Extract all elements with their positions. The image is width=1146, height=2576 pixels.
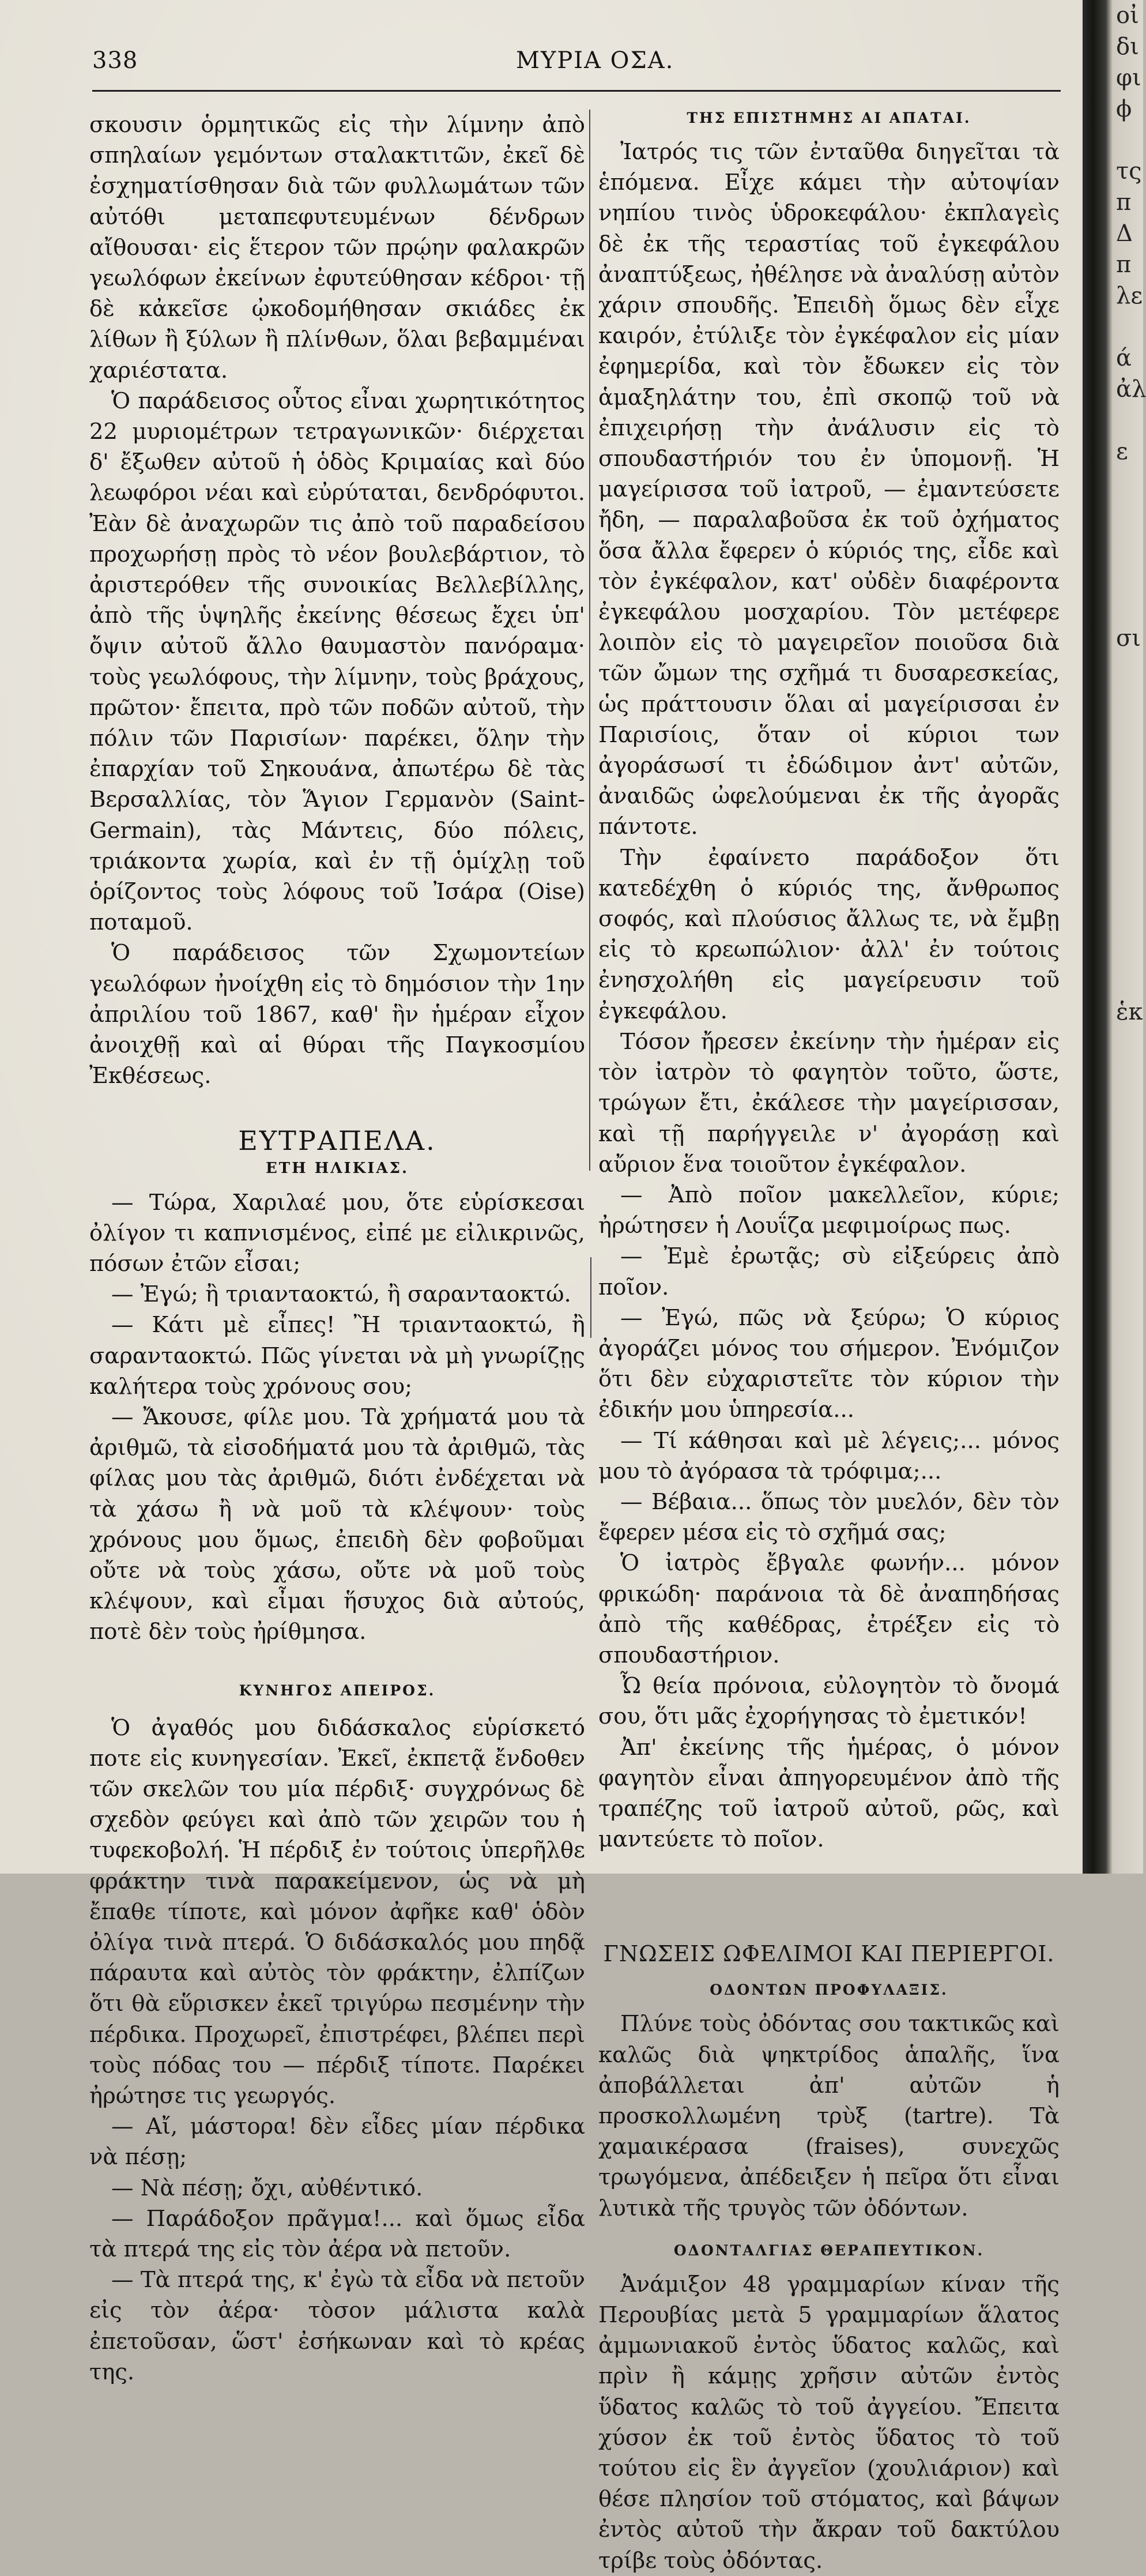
edge-fragment	[1113, 1370, 1143, 1401]
paragraph: σκουσιν ὁρμητικῶς εἰς τὴν λίμνην ἀπὸ σπηλαίων γεμόντων σταλακτιτῶν, ἐκεῖ δὲ ἐσχηματίσθησαν διὰ τῶν φυλλωμάτων τῶν αὐτόθι μεταπεφυτευμένων δένδρων αἴθουσαι· εἰς ἕτερον τῶν πρῴην φαλακρῶν γεωλόφων ἐκείνων ἐφυτεύθησαν κέδροι· τῇ δὲ κἀκεῖσε ᾠκοδομήθησαν σκιάδες ἐκ λίθων ἢ ξύλων ἢ πλίνθων, ὅλαι βεβαμμέναι χαριέστατα.	[89, 112, 585, 383]
dialogue-line: — Βέβαια... ὅπως τὸν μυελόν, δὲν τὸν ἔφερεν μέσα εἰς τὸ σχῆμά σας;	[598, 1488, 1060, 1546]
edge-fragment	[1113, 1121, 1143, 1152]
paragraph: Ἀνάμιξον 48 γραμμαρίων κίναν τῆς Περουβίας μετὰ 5 γραμμαρίων ἅλατος ἀμμωνιακοῦ ἐντὸς ὕδατος καλῶς, καὶ πρὶν ἢ κάμῃς χρῆσιν αὐτῶν ἐντὸς ὕδατος καλῶς τὸ τοῦ ἀγγείου. Ἔπειτα χύσον ἐκ τοῦ ἐντὸς ὕδατος τὸ τοῦ τούτου εἰς ἓν ἀγγεῖον (χουλιάριον) καὶ θέσε πλησίον τοῦ στόματος, καὶ βάψων ἐντὸς αὐτοῦ τὴν ἄκραν τοῦ δακτύλου τρίβε τοὺς ὀδόντας.	[598, 2271, 1060, 2574]
paragraph: Ὁ παράδεισος τῶν Σχωμοντείων γεωλόφων ἠνοίχθη εἰς τὸ δημόσιον τὴν 1ην ἀπριλίου τοῦ 1867, καθ' ἣν ἡμέραν εἶχον ἀνοιχθῇ καὶ αἱ θύραι τῆς Παγκοσμίου Ἐκθέσεως.	[89, 940, 585, 1089]
edge-fragment	[1113, 841, 1143, 872]
edge-fragment: ϕ	[1116, 96, 1132, 122]
edge-fragment	[1113, 779, 1143, 810]
edge-fragment	[1113, 1277, 1143, 1308]
dialogue-line: — Ἐγώ, πῶς νὰ ξεύρω; Ὁ κύριος ἀγοράζει μόνος του σήμερον. Ἐνόμιζον ὅτι δὲν εὐχαριστεῖτε τὸν κύριον τὴν ἐδικήν μου ὑπηρεσία...	[598, 1304, 1060, 1423]
dialogue-line: — Ἐγώ; ἢ τριανταοκτώ, ἢ σαρανταοκτώ.	[111, 1281, 571, 1308]
paragraph: Ἀπ' ἐκείνης τῆς ἡμέρας, ὁ μόνον φαγητὸν εἶναι ἀπηγορευμένον ἀπὸ τῆς τραπέζης τοῦ ἰατροῦ αὐτοῦ, ρῶς, καὶ μαντεύετε τὸ ποῖον.	[598, 1734, 1060, 1853]
paragraph: Ὦ θεία πρόνοια, εὐλογητὸν τὸ ὄνομά σου, ὅτι μᾶς ἐχορήγησας τὸ ἐμετικόν!	[598, 1673, 1060, 1730]
subsection-title-teeth: ΟΔΟΝΤΩΝ ΠΡΟΦΥΛΑΞΙΣ.	[710, 1981, 948, 1999]
edge-fragment	[1113, 529, 1143, 561]
section-subtitle: ΕΤΗ ΗΛΙΚΙΑΣ.	[265, 1159, 409, 1177]
edge-fragment	[1113, 1557, 1143, 1588]
subsection-title-toothache: ΟΔΟΝΤΑΛΓΙΑΣ ΘΕΡΑΠΕΥΤΙΚΟΝ.	[673, 2242, 985, 2259]
facing-page-edge	[1113, 0, 1146, 1874]
edge-fragment	[1113, 1682, 1143, 1713]
paragraph: Πλύνε τοὺς ὀδόντας σου τακτικῶς καὶ καλῶς διὰ ψηκτρίδος ἁπαλῆς, ἵνα ἀποβάλλεται ἀπ' αὐτῶν ἡ προσκολλωμένη τρὺξ (tartre). Τὰ χαμαικέρασα (fraises), συνεχῶς τρωγόμενα, ἀπέδειξεν ἡ πεῖρα ὅτι εἶναι λυτικὰ τῆς τρυγὸς τῶν ὀδόντων.	[598, 2011, 1060, 2221]
edge-fragment: ἑκ	[1116, 999, 1143, 1025]
edge-fragment: λε	[1116, 283, 1143, 309]
section-title-hunter: ΚΥΝΗΓΟΣ ΑΠΕΙΡΟΣ.	[239, 1682, 436, 1699]
paragraph: Ὁ ἀγαθός μου διδάσκαλος εὑρίσκετό ποτε εἰς κυνηγεσίαν. Ἐκεῖ, ἐκπετᾷ ἔνδοθεν τῶν σκελῶν του μία πέρδιξ· συγχρόνως δὲ σχεδὸν φεύγει καὶ ἀπὸ τῶν χειρῶν του ἡ τυφεκοβολή. Ἡ πέρδιξ ἐν τούτοις ὑπερῆλθε φράκτην τινὰ παρακείμενον, ὡς νὰ μὴ ἔπαθε τίποτε, καὶ μόνον ἀφῆκε καθ' ὁδὸν ὀλίγα τινὰ πτερά. Ὁ διδάσκαλός μου πηδᾷ πάραυτα καὶ αὐτὸς τὸν φράκτην, ἐλπίζων ὅτι θὰ εὕρισκεν ἐκεῖ τριγύρω πεσμένην τὴν πέρδικα. Προχωρεῖ, ἐπιστρέφει, βλέπει περὶ τοὺς πόδας του — πέρδιξ τίποτε. Παρέκει ἠρώτησε τις γεωργός.	[89, 1714, 585, 2109]
edge-fragment: σι	[1116, 625, 1141, 652]
running-title: ΜΥΡΙΑ ΟΣΑ.	[516, 47, 674, 74]
edge-fragment: Δ	[1116, 220, 1133, 247]
edge-fragment	[1113, 1308, 1143, 1339]
edge-fragment	[1113, 1806, 1143, 1837]
edge-fragment: δι	[1116, 33, 1139, 60]
edge-fragment	[1113, 311, 1143, 343]
edge-fragment	[1113, 1432, 1143, 1464]
paragraph: Ὁ παράδεισος οὗτος εἶναι χωρητικότητος 22 μυριομέτρων τετραγωνικῶν· διέρχεται δ' ἔξωθεν αὐτοῦ ἡ ὁδὸς Κριμαίας καὶ δύο λεωφόροι νέαι καὶ εὐρύταται, δενδρόφυτοι. Ἐὰν δὲ ἀναχωρῶν τις ἀπὸ τοῦ παραδείσου προχωρήσῃ πρὸς τὸ νέον βουλεβάρτιον, τὸ ἀριστερόθεν τῆς συνοικίας Βελλεβίλλης, ἀπὸ τῆς ὑψηλῆς ἐκείνης θέσεως ἔχει ὑπ' ὄψιν αὐτοῦ ἄλλο θαυμαστὸν πανόραμα· τοὺς γεωλόφους, τὴν λίμνην, τοὺς βράχους, πρῶτον· ἔπειτα, πρὸ τῶν ποδῶν αὐτοῦ, τὴν πόλιν τῶν Παρισίων· παρέκει, ὅλην τὴν ἐπαρχίαν τοῦ Σηκουάνα, ἀπωτέρω δὲ τὰς Βερσαλλίας, τὸν Ἅγιον Γερμανὸν (Saint-Germain), τὰς Μάντεις, δύο πόλεις, τριάκοντα χωρία, καὶ ἐν τῇ ὁμίχλῃ τοῦ ὁρίζοντος τοὺς λόφους τοῦ Ἰσάρα (Oise) ποταμοῦ.	[89, 388, 585, 936]
edge-fragment	[1113, 1775, 1143, 1806]
dialogue-line: — Τώρα, Χαριλαέ μου, ὅτε εὑρίσκεσαι ὀλίγον τι καπνισμένος, εἰπέ με εἰλικρινῶς, πόσων ἐτῶν εἶσαι;	[89, 1189, 585, 1277]
dialogue-line: — Αἴ, μάστορα! δὲν εἶδες μίαν πέρδικα νὰ πέσῃ;	[89, 2114, 585, 2171]
edge-fragment	[1113, 405, 1143, 436]
paragraph: Τὴν ἐφαίνετο παράδοξον ὅτι κατεδέχθη ὁ κύριός της, ἄνθρωπος σοφός, καὶ πλούσιος ἄλλως τε, νὰ ἔμβῃ εἰς τὸ κρεωπώλιον· ἀλλ' ἐν τούτοις ἐνησχολήθη εἰς μαγείρευσιν τοῦ ἐγκεφάλου.	[598, 844, 1060, 1024]
edge-fragment	[1113, 903, 1143, 934]
dialogue-line: — Παράδοξον πρᾶγμα!... καὶ ὅμως εἶδα τὰ πτερά της εἰς τὸν ἀέρα νὰ πετοῦν.	[89, 2205, 585, 2262]
edge-fragment	[1113, 1059, 1143, 1090]
edge-fragment	[1113, 1183, 1143, 1214]
section-title-deceits: ΤΗΣ ΕΠΙΣΤΗΜΗΣ ΑΙ ΑΠΑΤΑΙ.	[687, 110, 971, 126]
edge-fragment	[1113, 1526, 1143, 1557]
edge-fragment	[1113, 1495, 1143, 1526]
edge-fragment	[1113, 1339, 1143, 1370]
paragraph: Ὁ ἰατρὸς ἔβγαλε φωνήν... μόνον φρικώδη· παράνοια τὰ δὲ ἀναπηδήσας ἀπὸ τῆς καθέδρας, ἐτρέξεν εἰς τὸ σπουδαστήριον.	[598, 1550, 1060, 1668]
dialogue-line: — Ἄκουσε, φίλε μου. Τὰ χρήματά μου τὰ ἀριθμῶ, τὰ εἰσοδήματά μου τὰ ἀριθμῶ, τὰς φίλας μου τὰς ἀριθμῶ, διότι ἐνδέχεται νὰ τὰ χάσω ἢ νὰ μοῦ τὰ κλέψουν· τοὺς χρόνους μου ὅμως, ἐπειδὴ δὲν φοβοῦμαι οὔτε νὰ τοὺς χάσω, οὔτε νὰ μοῦ τοὺς κλέψουν, καὶ εἶμαι ἥσυχος διὰ αὐτούς, ποτὲ δὲν τοὺς ἠρίθμησα.	[89, 1404, 585, 1645]
edge-fragment: ά	[1116, 345, 1132, 371]
edge-fragment	[1113, 1744, 1143, 1775]
edge-fragment	[1113, 1090, 1143, 1121]
column-divider	[590, 1257, 591, 1338]
right-column	[598, 110, 1060, 2574]
edge-fragment: τς	[1116, 158, 1142, 185]
paragraph: Τόσον ἤρεσεν ἐκείνην τὴν ἡμέραν εἰς τὸν ἰατρὸν τὸ φαγητὸν τοῦτο, ὥστε, τρώγων ἔτι, ἐκάλεσε τὴν μαγείρισσαν, καὶ τῇ παρήγγειλε ν' ἀγοράσῃ καὶ αὔριον ἕνα τοιοῦτον ἐγκέφαλον.	[598, 1028, 1060, 1178]
paragraph: Ἰατρός τις τῶν ἐνταῦθα διηγεῖται τὰ ἑπόμενα. Εἶχε κάμει τὴν αὐτοψίαν νηπίου τινὸς ὑδροκεφάλου· ἐκπλαγεὶς δὲ ἐκ τῆς τεραστίας τοῦ ἐγκεφάλου ἀναπτύξεως, ἠθέλησε νὰ ἀναλύσῃ αὐτὸν χάριν σπουδῆς. Ἐπειδὴ ὅμως δὲν εἶχε καιρόν, ἐτύλιξε τὸν ἐγκέφαλον εἰς μίαν ἐφημερίδα, καὶ τὸν ἔδωκεν εἰς τὸν ἁμαξηλάτην του, ἐπὶ σκοπῷ τοῦ νὰ ἐπιχειρήσῃ τὴν ἀνάλυσιν εἰς τὸ σπουδαστήριόν του ἐν ὑπομονῇ. Ἡ μαγείρισσα τοῦ ἰατροῦ, — ἐμαντεύσετε ἤδη, — παραλαβοῦσα ἐκ τοῦ ὀχήματος ὅσα ἄλλα ἔφερεν ὁ κύριός της, εἶδε καὶ τὸν ἐγκέφαλον, κατ' οὐδὲν διαφέροντα ἐγκεφάλου μοσχαρίου. Τὸν μετέφερε λοιπὸν εἰς τὸ μαγειρεῖον ποιοῦσα διὰ τῶν ὤμων της σχῆμά τι δυσαρεσκείας, ὡς πράττουσιν ὅλαι αἱ μαγείρισσαι ἐν Παρισίοις, ὅταν οἱ κύριοι των ἀγοράσωσί τι ἐδώδιμον ἀντ' αὐτῶν, ἀναιδῶς ὠφελούμεναι ἐκ τῆς ἀγορᾶς πάντοτε.	[598, 139, 1060, 840]
edge-fragment	[1113, 498, 1143, 529]
edge-fragment	[1113, 125, 1143, 156]
edge-fragment	[1113, 592, 1143, 623]
edge-fragment: π	[1116, 251, 1132, 278]
edge-fragment	[1113, 685, 1143, 716]
edge-fragment	[1113, 1246, 1143, 1277]
edge-fragment	[1113, 467, 1143, 498]
edge-fragment: οἰ	[1116, 2, 1139, 29]
edge-fragment	[1113, 1619, 1143, 1650]
edge-fragment	[1113, 872, 1143, 903]
edge-fragment	[1113, 1464, 1143, 1495]
edge-fragment	[1113, 1152, 1143, 1183]
edge-fragment	[1113, 1588, 1143, 1619]
section-title-eutrapela: ΕΥΤΡΑΠΕΛΑ.	[238, 1125, 436, 1156]
edge-fragment	[1113, 1650, 1143, 1682]
dialogue-line: — Νὰ πέσῃ; ὄχι, αὐθέντικό.	[111, 2175, 423, 2201]
edge-fragment	[1113, 1028, 1143, 1059]
edge-fragment	[1113, 1214, 1143, 1246]
header-rule	[92, 90, 1061, 92]
left-column	[89, 110, 585, 2385]
dialogue-line: — Κάτι μὲ εἶπες! Ἢ τριανταοκτώ, ἢ σαρανταοκτώ. Πῶς γίνεται νὰ μὴ γνωρίζῃς καλήτερα τοὺς χρόνους σου;	[89, 1312, 585, 1400]
edge-fragment	[1113, 716, 1143, 747]
section-title-knowledge: ΓΝΩΣΕΙΣ ΩΦΕΛΙΜΟΙ ΚΑΙ ΠΕΡΙΕΡΓΟΙ.	[603, 1941, 1055, 1967]
edge-fragment: φι	[1116, 65, 1141, 91]
edge-fragment: ε	[1116, 438, 1128, 465]
dialogue-line: — Τὰ πτερά της, κ' ἐγὼ τὰ εἶδα νὰ πετοῦν εἰς τὸν ἀέρα· τὸσον μάλιστα καλὰ ἐπετοῦσαν, ὥστ' ἐσήκωναν καὶ τὸ κρέας της.	[89, 2267, 585, 2385]
edge-fragment	[1113, 1401, 1143, 1432]
edge-fragment	[1113, 965, 1143, 996]
edge-fragment: ἀλ	[1116, 376, 1146, 403]
edge-fragment: π	[1116, 189, 1132, 216]
dialogue-line: — Ἐμὲ ἐρωτᾷς; σὺ εἰξεύρεις ἀπὸ ποῖον.	[598, 1243, 1060, 1300]
edge-fragment	[1113, 747, 1143, 779]
edge-fragment	[1113, 654, 1143, 685]
edge-fragment	[1113, 1713, 1143, 1744]
dialogue-line: — Ἀπὸ ποῖον μακελλεῖον, κύριε; ἠρώτησεν ἡ Λουΐζα μεφιμοίρως πως.	[598, 1182, 1060, 1239]
page-number: 338	[92, 47, 138, 74]
edge-fragment	[1113, 810, 1143, 841]
page-header	[92, 47, 1055, 82]
column-divider	[589, 110, 590, 1171]
edge-fragment	[1113, 934, 1143, 965]
dialogue-line: — Τί κάθησαι καὶ μὲ λέγεις;... μόνος μου τὸ ἀγόρασα τὰ τρόφιμα;...	[598, 1427, 1060, 1484]
edge-fragment	[1113, 561, 1143, 592]
